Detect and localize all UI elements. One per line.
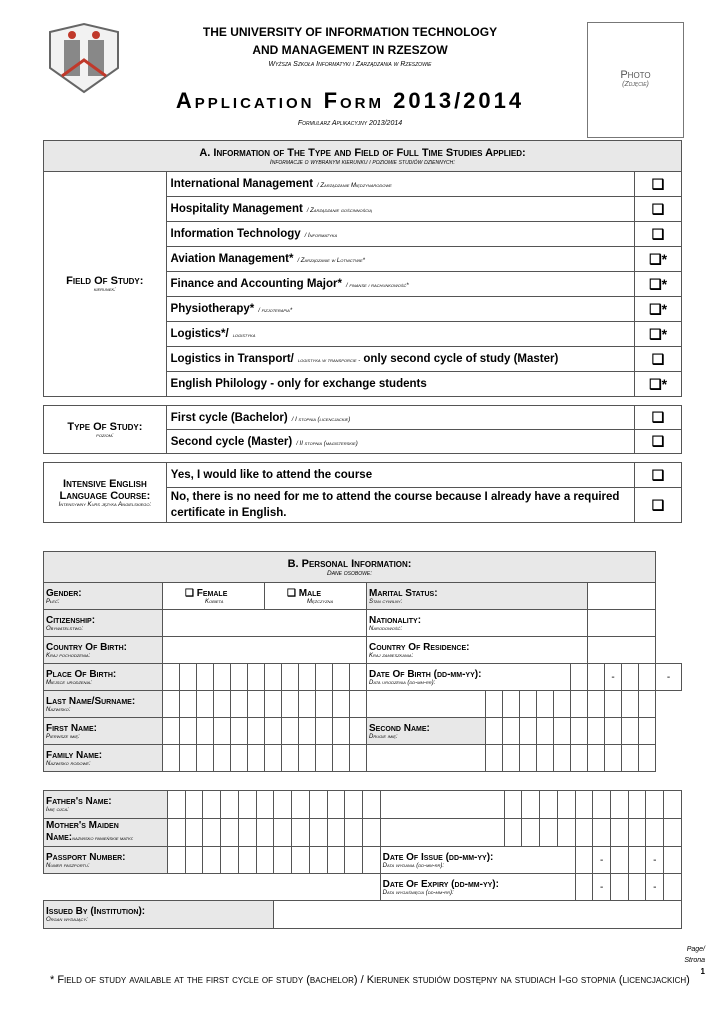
- field-option: English Philology - only for exchange students: [166, 372, 635, 397]
- place-of-birth-row: Place Of Birth: Miejsce urodzenia: Date Of Birth (dd-mm-yy): Data urodzenia (dd-mm-rr): - -: [44, 664, 682, 691]
- type-of-study-table: [43, 405, 682, 454]
- photo-label: Photo: [620, 69, 651, 81]
- field-option: Finance and Accounting Major* / finanse i rachunkowość*: [166, 272, 635, 297]
- marital-status-label: Marital Status: Stan cywilny:: [367, 583, 588, 610]
- section-b-heading: B. Personal Information: Dane osobowe:: [44, 552, 656, 583]
- study-type-option: Second cycle (Master) / II stopnia (magisterskie): [166, 430, 634, 454]
- field-checkbox[interactable]: ❑: [635, 172, 682, 197]
- section-a-heading: A. Information of The Type and Field of Full Time Studies Applied: Informacje o wybranym kierunku i poziomie studiów dziennych:: [44, 141, 682, 172]
- female-checkbox: ❑: [185, 587, 194, 599]
- country-of-birth-input[interactable]: [163, 637, 367, 664]
- passport-number-label: Passport Number: Numer paszportu:: [44, 847, 168, 874]
- field-option: Aviation Management* / Zarządzanie w Lotnictwie*: [166, 247, 635, 272]
- english-course-table: [43, 462, 682, 523]
- parents-passport-table: Father's Name: Imię ojca: Mother's Maiden Name:nazwisko panieńskie matki: Passport Number: Numer paszportu: Date Of Issue (dd-mm-yy): Data wydania (dd-mm-rr): - - Date Of Expiry (dd-mm-yy): Data wygaśnięcia (dd-mm-rr): - - Issued By (Institution): Organ wydający:: [43, 790, 682, 929]
- family-name-label: Family Name: Nazwisko rodowe:: [44, 745, 163, 772]
- field-option: Logistics in Transport/ logistyka w transporcie - only second cycle of study (Master): [166, 347, 635, 372]
- nationality-input[interactable]: [588, 610, 656, 637]
- male-option[interactable]: ❑ Male Mężczyzna: [265, 583, 367, 610]
- field-option: International Management / Zarządzanie Międzynarodowe: [166, 172, 635, 197]
- english-option-no: No, there is no need for me to attend the course because I already have a required certificate in English.: [166, 488, 634, 523]
- page-number: Page/ Strona 1: [684, 946, 705, 976]
- citizenship-input[interactable]: [163, 610, 367, 637]
- father-name-label: Father's Name: Imię ojca:: [44, 791, 168, 819]
- marital-status-input[interactable]: [588, 583, 656, 610]
- male-checkbox: ❑: [287, 587, 296, 599]
- field-of-study-table: [43, 140, 682, 397]
- field-checkbox[interactable]: ❑: [635, 347, 682, 372]
- field-checkbox[interactable]: ❑*: [635, 322, 682, 347]
- university-logo: [44, 22, 124, 94]
- field-option: Logistics*/ logistyka: [166, 322, 635, 347]
- type-of-study-label: Type Of Study: poziom:: [44, 406, 167, 454]
- field-option: Information Technology / Informatyka: [166, 222, 635, 247]
- university-name-polish: Wyższa Szkoła Informatyki i Zarządzania w Rzeszowie: [268, 61, 432, 68]
- mother-maiden-name-label: Mother's Maiden Name:nazwisko panieńskie matki:: [44, 819, 168, 847]
- citizenship-label: Citizenship: Obywatelstwo:: [44, 610, 163, 637]
- english-option-yes: Yes, I would like to attend the course: [166, 463, 634, 488]
- field-checkbox[interactable]: ❑: [635, 197, 682, 222]
- date-of-issue-label: Date Of Issue (dd-mm-yy): Data wydania (dd-mm-rr):: [380, 847, 575, 874]
- field-checkbox[interactable]: ❑*: [635, 247, 682, 272]
- photo-label-polish: (Zdjęcie): [622, 81, 649, 88]
- study-type-checkbox[interactable]: ❑: [635, 430, 682, 454]
- study-type-checkbox[interactable]: ❑: [635, 406, 682, 430]
- page-title: Application Form 2013/2014: [175, 88, 525, 113]
- country-of-birth-label: Country Of Birth: Kraj pochodzenia:: [44, 637, 163, 664]
- issued-by-label: Issued By (Institution): Organ wydający:: [44, 901, 274, 929]
- gender-label: Gender: Płeć:: [44, 583, 163, 610]
- place-of-birth-label: Place Of Birth: Miejsce urodzenia:: [44, 664, 163, 691]
- field-checkbox[interactable]: ❑*: [635, 372, 682, 397]
- field-checkbox[interactable]: ❑*: [635, 297, 682, 322]
- english-yes-checkbox[interactable]: ❑: [635, 463, 682, 488]
- issued-by-input[interactable]: [274, 901, 682, 929]
- study-type-option: First cycle (Bachelor) / I stopnia (licencjackie): [166, 406, 634, 430]
- personal-info-table: [43, 551, 682, 772]
- page-title-polish: Formularz Aplikacyjny 2013/2014: [297, 120, 403, 127]
- english-course-label: Intensive English Language Course: Intensywny Kurs języka Angielskiego:: [44, 463, 167, 523]
- field-checkbox[interactable]: ❑*: [635, 272, 682, 297]
- surname-label: Last Name/Surname: Nazwisko:: [44, 691, 163, 718]
- first-name-label: First Name: Pierwsze imię:: [44, 718, 163, 745]
- second-name-label: Second Name: Drugie imię:: [367, 718, 486, 745]
- university-name-line2: AND MANAGEMENT IN RZESZOW: [252, 43, 448, 57]
- country-of-residence-label: Country Of Residence: Kraj zamieszkania:: [367, 637, 588, 664]
- nationality-label: Nationality: Narodowość:: [367, 610, 588, 637]
- field-checkbox[interactable]: ❑: [635, 222, 682, 247]
- english-no-checkbox[interactable]: ❑: [635, 488, 682, 523]
- field-option: Hospitality Management / Zarządzanie gościnnością: [166, 197, 635, 222]
- date-of-expiry-label: Date Of Expiry (dd-mm-yy): Data wygaśnięcia (dd-mm-rr):: [380, 874, 575, 901]
- date-of-birth-label: Date Of Birth (dd-mm-yy): Data urodzenia (dd-mm-rr):: [367, 664, 571, 691]
- university-name-line1: THE UNIVERSITY OF INFORMATION TECHNOLOGY: [202, 25, 498, 39]
- field-of-study-label: Field Of Study: kierunek:: [44, 172, 167, 397]
- photo-box[interactable]: [587, 22, 684, 138]
- field-option: Physiotherapy* / fizjoterapia*: [166, 297, 635, 322]
- country-of-residence-input[interactable]: [588, 637, 656, 664]
- footnote: * Field of study available at the first cycle of study (bachelor) / Kierunek studiów dostępny na studiach I-go stopnia (licencjackich): [50, 974, 690, 986]
- female-option[interactable]: ❑ Female Kobieta: [163, 583, 265, 610]
